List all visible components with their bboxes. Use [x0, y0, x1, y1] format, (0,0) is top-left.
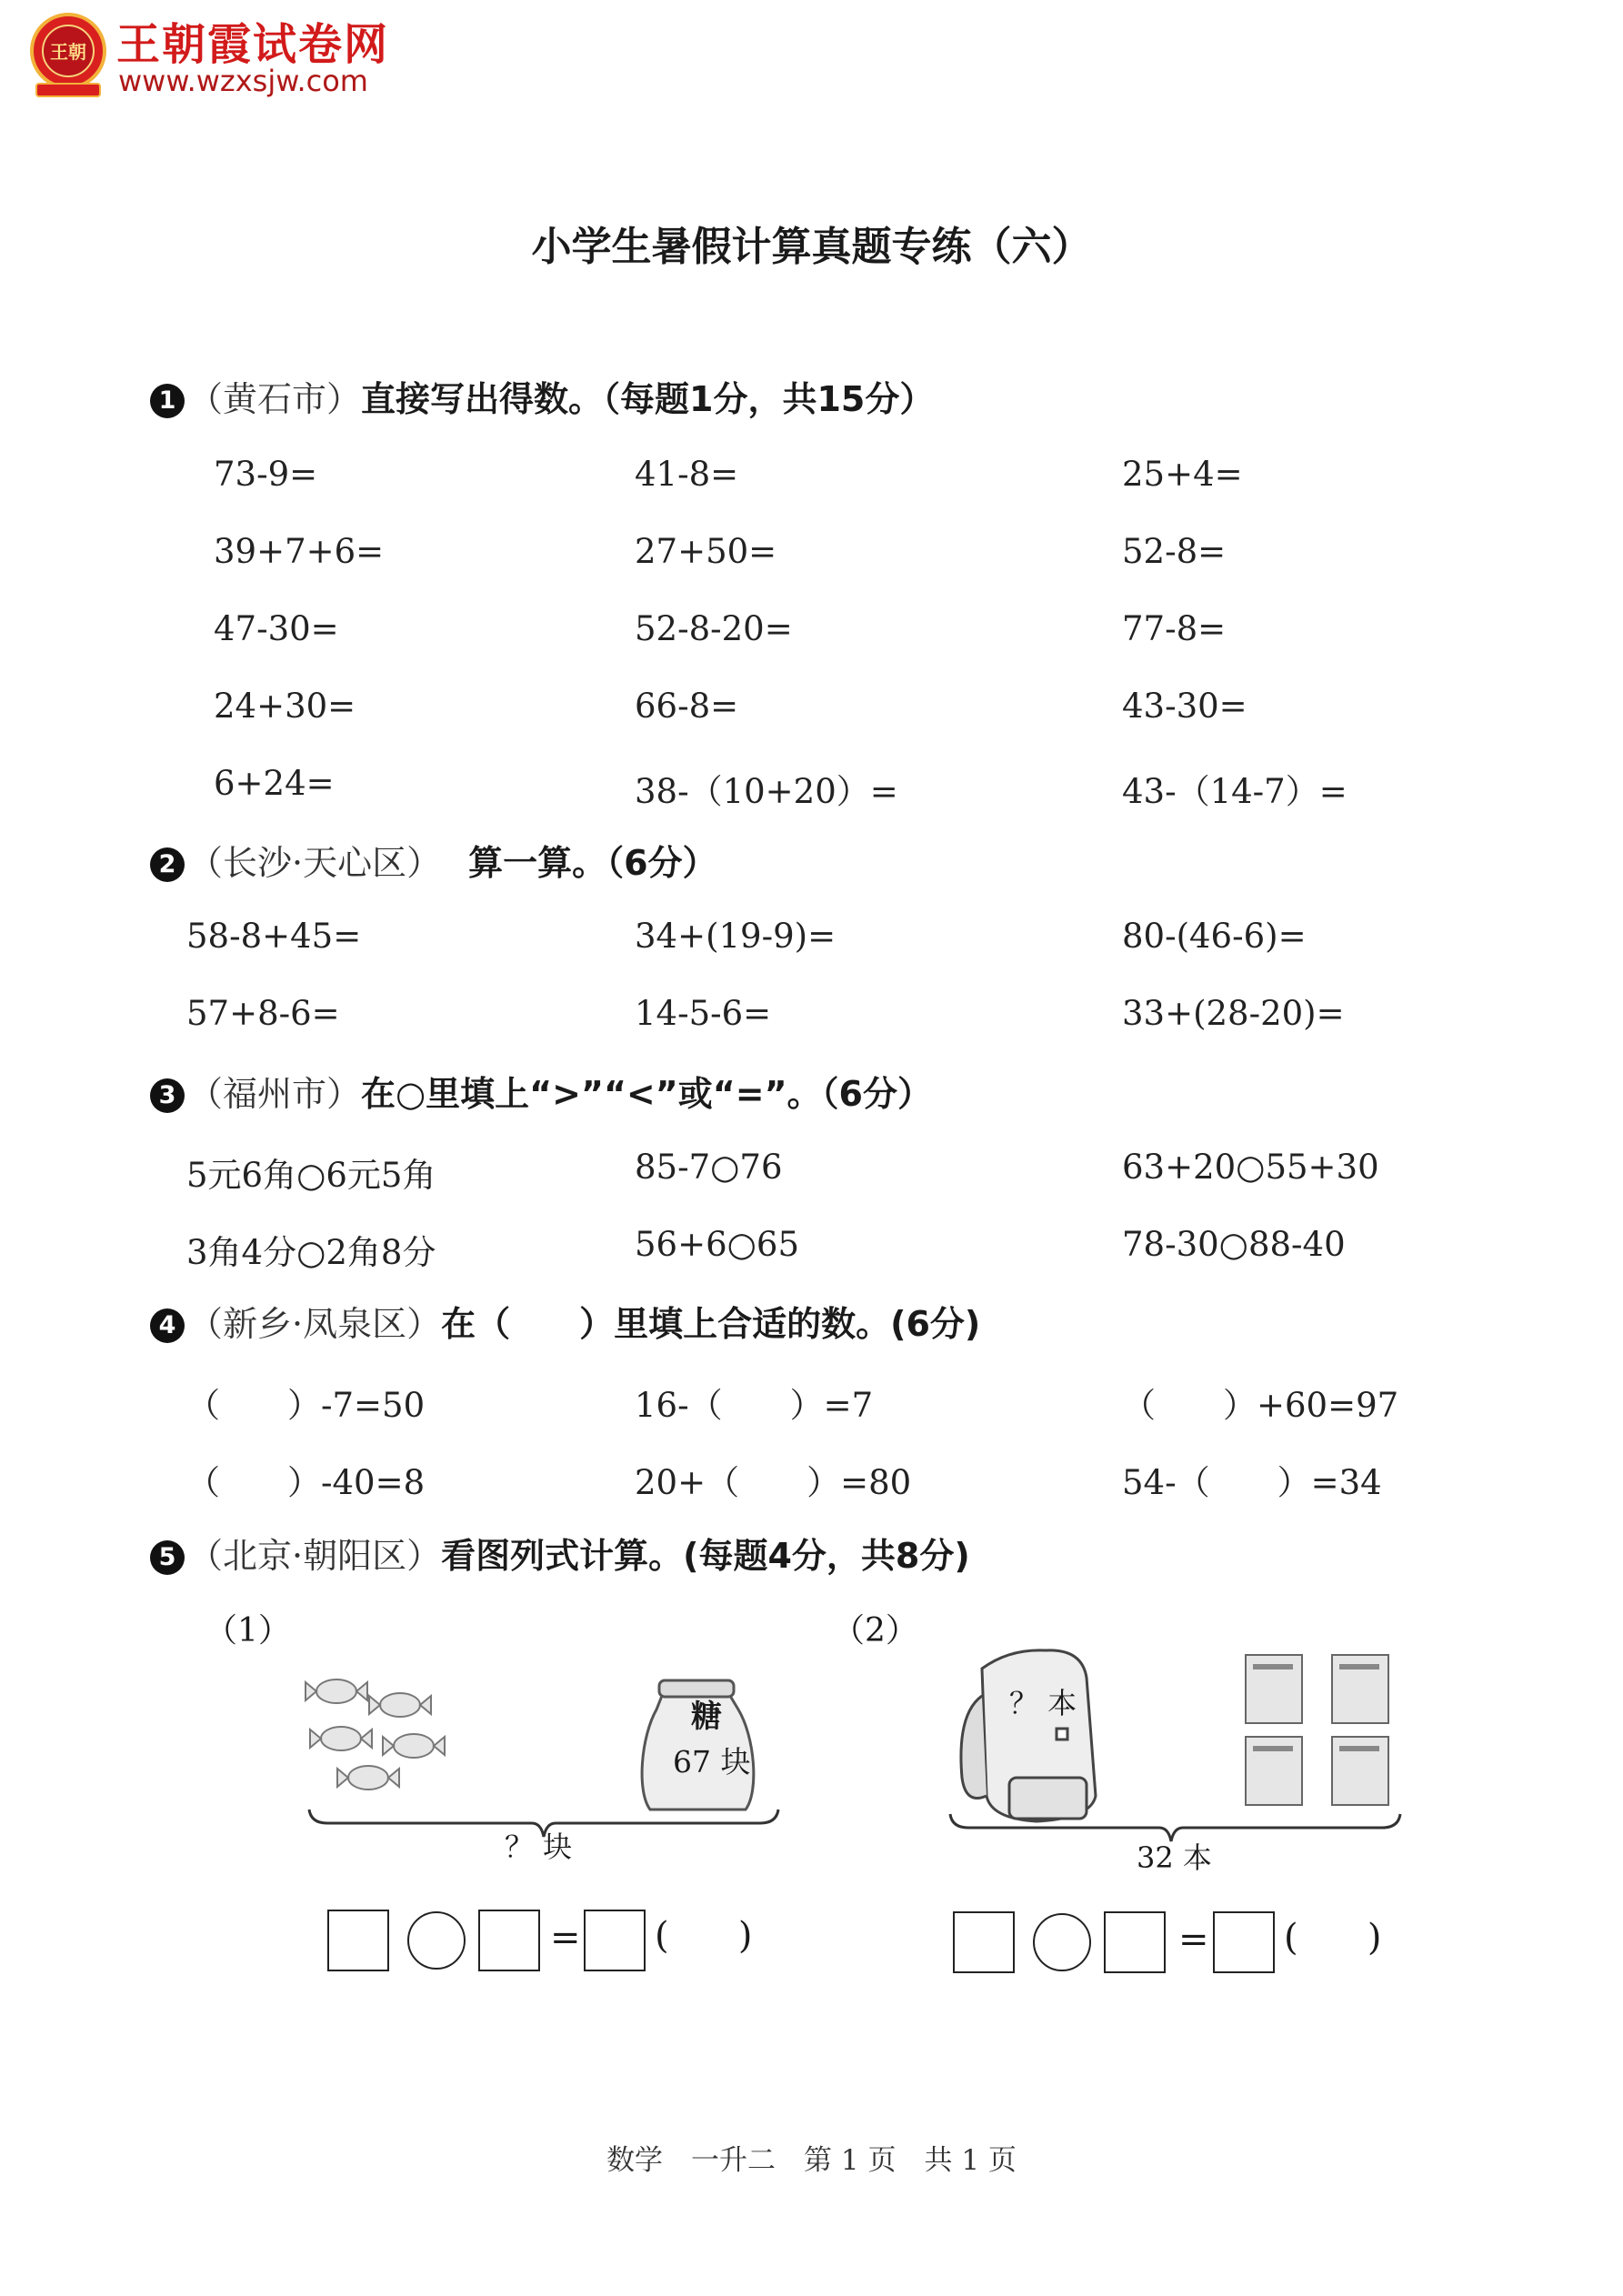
question-5-header: [150, 1528, 970, 1578]
problem: 16-（ ）=7: [635, 1386, 874, 1425]
question-1-header: [150, 371, 934, 421]
question-source: （福州市）: [188, 1074, 362, 1114]
question-number: 5: [150, 1540, 185, 1575]
total-label: 32 本: [1137, 1840, 1212, 1875]
bag-count: 67 块: [673, 1744, 751, 1780]
total-label: ？ 块: [505, 1830, 573, 1864]
question-instruction: 直接写出得数。（每题1分，共15分）: [361, 379, 935, 419]
problem: 52-8=: [1122, 532, 1227, 571]
problem: 34+(19-9)=: [635, 917, 837, 956]
question-source: （北京·朝阳区）: [188, 1536, 442, 1576]
problem: 47-30=: [214, 609, 339, 648]
problem: （ ）-40=8: [186, 1463, 426, 1502]
unit-blank[interactable]: ( ): [1284, 1917, 1382, 1959]
answer-row-2: [953, 1911, 1426, 1980]
question-source: （黄石市）: [188, 379, 362, 419]
equals-sign: =: [1178, 1919, 1209, 1960]
problem: 41-8=: [635, 455, 739, 494]
bag-title: 糖: [691, 1699, 722, 1735]
problem: 43-30=: [1122, 687, 1247, 726]
part-label: （2）: [832, 1612, 918, 1649]
question-instruction: 在○里填上“>”“<”或“=”。（6分）: [361, 1074, 932, 1114]
answer-row-1: [327, 1910, 800, 1979]
operator-circle[interactable]: [407, 1911, 466, 1970]
problem: 3角4分○2角8分: [186, 1233, 436, 1272]
problem: （ ）-7=50: [186, 1386, 426, 1425]
question-number: 3: [150, 1078, 185, 1113]
problem: 58-8+45=: [186, 917, 362, 956]
problem: 43-（14-7）=: [1122, 772, 1347, 811]
problem: 56+6○65: [635, 1225, 799, 1264]
problem: 77-8=: [1122, 609, 1227, 648]
operator-circle[interactable]: [1033, 1913, 1091, 1971]
problem: 54-（ ）=34: [1122, 1463, 1382, 1502]
problem: 33+(28-20)=: [1122, 994, 1345, 1033]
problem: 6+24=: [214, 764, 335, 803]
problem: 5元6角○6元5角: [186, 1156, 436, 1195]
problem: 85-7○76: [635, 1148, 783, 1187]
problem: 24+30=: [214, 687, 356, 726]
question-instruction: 看图列式计算。(每题4分，共8分): [441, 1536, 970, 1576]
problem: 14-5-6=: [635, 994, 772, 1033]
problem: 20+（ ）=80: [635, 1463, 912, 1502]
question-instruction: 在（ ）里填上合适的数。(6分): [441, 1304, 981, 1344]
svg-text:王朝: 王朝: [50, 41, 86, 63]
question-number: 4: [150, 1308, 185, 1343]
problem: 78-30○88-40: [1122, 1225, 1346, 1264]
question-number: 1: [150, 384, 185, 418]
answer-box[interactable]: [1104, 1911, 1166, 1973]
question-instruction: 算一算。（6分）: [468, 843, 717, 883]
problem: （ ）+60=97: [1122, 1386, 1399, 1425]
problem: 25+4=: [1122, 455, 1243, 494]
question-2-header: [150, 835, 717, 885]
answer-box[interactable]: [584, 1910, 646, 1971]
answer-box[interactable]: [1213, 1911, 1275, 1973]
question-number: 2: [150, 847, 185, 882]
backpack-label: ？ 本: [1009, 1686, 1077, 1720]
question-source: （新乡·凤泉区）: [188, 1304, 442, 1344]
question-source: （长沙·天心区）: [188, 843, 442, 883]
answer-box[interactable]: [327, 1910, 389, 1971]
backpack-picture: [946, 1641, 1409, 1864]
problem: 73-9=: [214, 455, 318, 494]
unit-blank[interactable]: ( ): [655, 1915, 753, 1957]
question-3-header: [150, 1066, 932, 1116]
problem: 80-(46-6)=: [1122, 917, 1307, 956]
brand-url: www.wzxsjw.com: [118, 64, 368, 98]
equals-sign: =: [550, 1917, 581, 1959]
answer-box[interactable]: [953, 1911, 1015, 1973]
page-footer: 数学 一升二 第 1 页 共 1 页: [606, 2144, 1017, 2177]
answer-box[interactable]: [478, 1910, 540, 1971]
problem: 66-8=: [635, 687, 739, 726]
brand-name: 王朝霞试卷网: [116, 19, 390, 70]
problem: 38-（10+20）=: [635, 772, 898, 811]
problem: 57+8-6=: [186, 994, 340, 1033]
question-4-header: [150, 1296, 980, 1346]
problem: 39+7+6=: [214, 532, 385, 571]
problem: 52-8-20=: [635, 609, 793, 648]
page-title: 小学生暑假计算真题专练（六）: [531, 224, 1092, 270]
part-label: （1）: [205, 1612, 291, 1649]
problem: 27+50=: [635, 532, 777, 571]
site-logo: [27, 11, 109, 100]
problem: 63+20○55+30: [1122, 1148, 1379, 1187]
